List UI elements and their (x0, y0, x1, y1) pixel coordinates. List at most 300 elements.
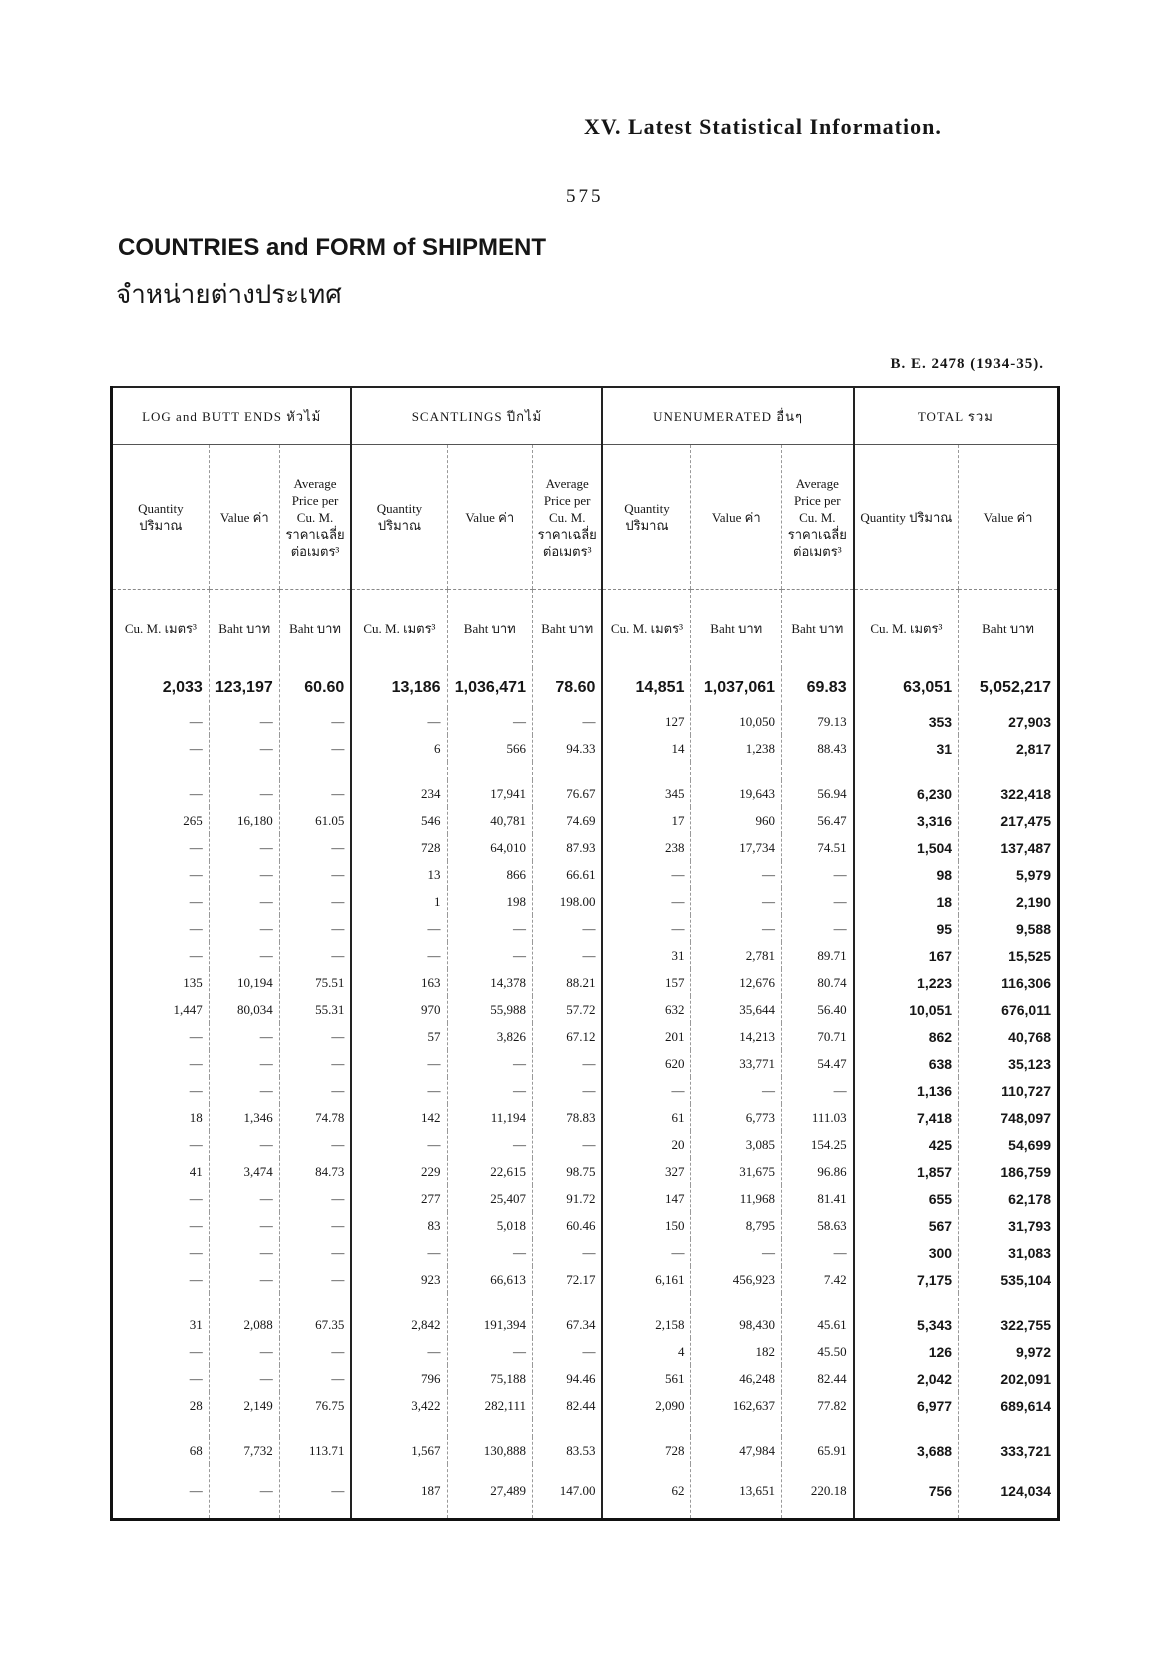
table-cell: — (602, 888, 691, 915)
table-cell: — (112, 1338, 210, 1365)
table-row (112, 735, 1059, 762)
table-cell: 31 (112, 1311, 210, 1338)
table-cell: 277 (351, 1185, 447, 1212)
table-cell: 127 (602, 708, 691, 735)
total-cell: 60.60 (279, 668, 351, 708)
table-cell: — (532, 1050, 602, 1077)
table-cell: 14,378 (447, 969, 532, 996)
table-cell: 75.51 (279, 969, 351, 996)
table-cell: 74.69 (532, 807, 602, 834)
table-cell: 57.72 (532, 996, 602, 1023)
table-cell: 72.17 (532, 1266, 602, 1293)
table-cell: 74.51 (782, 834, 854, 861)
table-cell: 91.72 (532, 1185, 602, 1212)
table-cell: 217,475 (959, 807, 1059, 834)
table-cell: — (112, 834, 210, 861)
table-cell: 87.93 (532, 834, 602, 861)
table-cell: — (112, 1050, 210, 1077)
table-cell: 113.71 (279, 1437, 351, 1464)
table-cell: — (209, 1266, 279, 1293)
table-cell: — (691, 1239, 782, 1266)
table-cell: 65.91 (782, 1437, 854, 1464)
table-cell: 4 (602, 1338, 691, 1365)
table-cell: 3,316 (854, 807, 959, 834)
header-quantity: Quantity ปริมาณ (602, 445, 691, 590)
table-cell: 75,188 (447, 1365, 532, 1392)
table-cell: 11,194 (447, 1104, 532, 1131)
table-cell: 3,422 (351, 1392, 447, 1419)
table-cell: — (279, 1077, 351, 1104)
table-cell: — (447, 1239, 532, 1266)
table-cell: 6,773 (691, 1104, 782, 1131)
table-cell: 229 (351, 1158, 447, 1185)
table-cell: 6 (351, 735, 447, 762)
table-cell: 56.94 (782, 780, 854, 807)
table-row (112, 1158, 1059, 1185)
table-cell: 1 (351, 888, 447, 915)
table-row (112, 1131, 1059, 1158)
table-cell: — (112, 1464, 210, 1520)
table-cell: — (112, 861, 210, 888)
table-cell: 35,644 (691, 996, 782, 1023)
table-cell: 74.78 (279, 1104, 351, 1131)
table-cell: 77.82 (782, 1392, 854, 1419)
table-row (112, 708, 1059, 735)
table-cell: 638 (854, 1050, 959, 1077)
table-row (112, 1338, 1059, 1365)
table-cell (691, 1419, 782, 1437)
table-cell: 18 (112, 1104, 210, 1131)
table-cell: — (209, 942, 279, 969)
table-cell: 265 (112, 807, 210, 834)
table-cell: — (209, 834, 279, 861)
table-cell: — (209, 1365, 279, 1392)
table-cell: 282,111 (447, 1392, 532, 1419)
total-cell: 123,197 (209, 668, 279, 708)
table-cell: 57 (351, 1023, 447, 1050)
table-cell: 19,643 (691, 780, 782, 807)
unit-cum: Cu. M. เมตร³ (854, 590, 959, 669)
table-cell: — (209, 861, 279, 888)
table-cell: — (279, 1185, 351, 1212)
table-cell: — (782, 1077, 854, 1104)
table-cell: — (532, 1077, 602, 1104)
table-cell: 923 (351, 1266, 447, 1293)
table-cell: — (782, 861, 854, 888)
table-cell: 238 (602, 834, 691, 861)
table-cell: — (279, 834, 351, 861)
table-cell: 54.47 (782, 1050, 854, 1077)
table-cell: 2,817 (959, 735, 1059, 762)
table-body (112, 668, 1059, 1520)
table-cell: 620 (602, 1050, 691, 1077)
table-cell: 566 (447, 735, 532, 762)
table-cell: — (279, 1239, 351, 1266)
table-cell: 425 (854, 1131, 959, 1158)
table-cell: 62,178 (959, 1185, 1059, 1212)
table-cell: 67.35 (279, 1311, 351, 1338)
table-cell: — (279, 942, 351, 969)
table-cell: 10,194 (209, 969, 279, 996)
table-cell (112, 1419, 210, 1437)
table-cell: — (112, 708, 210, 735)
table-row (112, 1464, 1059, 1520)
table-cell: 110,727 (959, 1077, 1059, 1104)
table-cell (602, 1293, 691, 1311)
table-cell: 66,613 (447, 1266, 532, 1293)
table-cell: 187 (351, 1464, 447, 1520)
table-cell: 7,175 (854, 1266, 959, 1293)
table-cell: 728 (602, 1437, 691, 1464)
table-cell: — (351, 1077, 447, 1104)
table-row (112, 807, 1059, 834)
table-cell: 33,771 (691, 1050, 782, 1077)
table-cell: 18 (854, 888, 959, 915)
table-cell: 12,676 (691, 969, 782, 996)
table-cell (112, 1293, 210, 1311)
table-cell: 1,223 (854, 969, 959, 996)
table-cell: — (279, 915, 351, 942)
table-cell: — (209, 708, 279, 735)
total-cell: 69.83 (782, 668, 854, 708)
row-spacer (112, 762, 1059, 780)
header-avg-price: Average Price per Cu. M. ราคาเฉลี่ยต่อเมตร³ (782, 445, 854, 590)
table-cell: 17,941 (447, 780, 532, 807)
table-cell: 67.34 (532, 1311, 602, 1338)
table-cell: 11,968 (691, 1185, 782, 1212)
table-cell: 94.46 (532, 1365, 602, 1392)
table-cell: 756 (854, 1464, 959, 1520)
table-cell (854, 762, 959, 780)
table-cell: 6,161 (602, 1266, 691, 1293)
table-cell: — (351, 1050, 447, 1077)
table-cell (854, 1293, 959, 1311)
table-cell: 2,158 (602, 1311, 691, 1338)
table-row (112, 942, 1059, 969)
table-cell (279, 762, 351, 780)
year-label: B. E. 2478 (1934-35). (890, 356, 1044, 372)
table-cell: — (112, 915, 210, 942)
table-cell (782, 762, 854, 780)
total-cell: 78.60 (532, 668, 602, 708)
table-cell: 3,826 (447, 1023, 532, 1050)
table-cell: — (279, 1023, 351, 1050)
table-cell: 68 (112, 1437, 210, 1464)
table-cell: 56.40 (782, 996, 854, 1023)
table-cell: — (209, 1212, 279, 1239)
table-cell: 27,489 (447, 1464, 532, 1520)
total-cell: 14,851 (602, 668, 691, 708)
table-row (112, 1392, 1059, 1419)
table-cell: — (209, 780, 279, 807)
table-cell: 22,615 (447, 1158, 532, 1185)
table-cell: — (602, 1077, 691, 1104)
totals-row (112, 668, 1059, 708)
table-cell: 20 (602, 1131, 691, 1158)
table-cell: 561 (602, 1365, 691, 1392)
table-cell: — (602, 915, 691, 942)
table-cell: 94.33 (532, 735, 602, 762)
table-cell: — (279, 1338, 351, 1365)
table-cell (691, 762, 782, 780)
page-number: 575 (566, 186, 604, 207)
header-avg-price: Average Price per Cu. M. ราคาเฉลี่ยต่อเมตร³ (279, 445, 351, 590)
table-cell: — (602, 861, 691, 888)
table-row (112, 969, 1059, 996)
table-cell: 2,190 (959, 888, 1059, 915)
table-cell: — (691, 915, 782, 942)
table-cell: 78.83 (532, 1104, 602, 1131)
table-cell: — (279, 1266, 351, 1293)
table-cell: 322,418 (959, 780, 1059, 807)
table-cell: 201 (602, 1023, 691, 1050)
table-cell: 9,588 (959, 915, 1059, 942)
total-cell: 1,037,061 (691, 668, 782, 708)
table-cell: 191,394 (447, 1311, 532, 1338)
table-cell: 748,097 (959, 1104, 1059, 1131)
table-cell: 182 (691, 1338, 782, 1365)
table-cell: — (112, 1131, 210, 1158)
header-quantity: Quantity ปริมาณ (351, 445, 447, 590)
table-cell: 2,842 (351, 1311, 447, 1338)
table-cell: 163 (351, 969, 447, 996)
table-cell: — (279, 708, 351, 735)
table-cell: 3,688 (854, 1437, 959, 1464)
table-cell: 1,857 (854, 1158, 959, 1185)
header-value: Value ค่า (959, 445, 1059, 590)
table-cell: — (532, 1338, 602, 1365)
table-cell: 2,042 (854, 1365, 959, 1392)
unit-cum: Cu. M. เมตร³ (112, 590, 210, 669)
table-cell: 58.63 (782, 1212, 854, 1239)
table-cell: 96.86 (782, 1158, 854, 1185)
table-cell: 7,418 (854, 1104, 959, 1131)
table-cell: 796 (351, 1365, 447, 1392)
table-cell: — (209, 1131, 279, 1158)
table-cell: 546 (351, 807, 447, 834)
unit-baht: Baht บาท (782, 590, 854, 669)
table-cell: 960 (691, 807, 782, 834)
table-row (112, 780, 1059, 807)
table-cell: 70.71 (782, 1023, 854, 1050)
table-cell: 46,248 (691, 1365, 782, 1392)
total-cell: 2,033 (112, 668, 210, 708)
table-cell: 1,346 (209, 1104, 279, 1131)
table-cell: 111.03 (782, 1104, 854, 1131)
table-cell: 60.46 (532, 1212, 602, 1239)
table-cell: — (112, 1212, 210, 1239)
table-cell: 137,487 (959, 834, 1059, 861)
table-cell: 55,988 (447, 996, 532, 1023)
total-cell: 1,036,471 (447, 668, 532, 708)
table-cell (854, 1419, 959, 1437)
table-cell: — (209, 1077, 279, 1104)
table-cell: 84.73 (279, 1158, 351, 1185)
table-cell: 88.43 (782, 735, 854, 762)
table-cell: 31 (854, 735, 959, 762)
table-cell: — (112, 1365, 210, 1392)
table-cell (532, 762, 602, 780)
table-cell: — (351, 1239, 447, 1266)
table-cell: — (112, 780, 210, 807)
table-cell: 79.13 (782, 708, 854, 735)
unit-cum: Cu. M. เมตร³ (602, 590, 691, 669)
table-cell: 98,430 (691, 1311, 782, 1338)
table-cell: 1,504 (854, 834, 959, 861)
table-cell (351, 1419, 447, 1437)
table-cell (447, 1293, 532, 1311)
table-cell: 10,050 (691, 708, 782, 735)
table-cell: 147.00 (532, 1464, 602, 1520)
table-cell: — (112, 888, 210, 915)
table-cell: — (691, 888, 782, 915)
group-header-logs: LOG and BUTT ENDS หัวไม้ (112, 387, 352, 445)
table-row (112, 1212, 1059, 1239)
table-cell: — (447, 1077, 532, 1104)
table-row (112, 996, 1059, 1023)
group-header-unenumerated: UNENUMERATED อื่นๆ (602, 387, 853, 445)
table-cell (782, 1419, 854, 1437)
table-cell: — (532, 1239, 602, 1266)
table-cell (279, 1293, 351, 1311)
table-cell: 6,977 (854, 1392, 959, 1419)
table-row (112, 834, 1059, 861)
table-cell: 16,180 (209, 807, 279, 834)
table-cell: 5,979 (959, 861, 1059, 888)
table-cell: — (351, 1338, 447, 1365)
unit-baht: Baht บาท (691, 590, 782, 669)
table-cell: 54,699 (959, 1131, 1059, 1158)
table-cell: — (209, 1338, 279, 1365)
table-cell: 13,651 (691, 1464, 782, 1520)
table-cell: — (209, 1239, 279, 1266)
table-cell: 632 (602, 996, 691, 1023)
unit-cum: Cu. M. เมตร³ (351, 590, 447, 669)
group-header-scantlings: SCANTLINGS ปีกไม้ (351, 387, 602, 445)
table-cell: 142 (351, 1104, 447, 1131)
table-cell: 31,083 (959, 1239, 1059, 1266)
header-quantity: Quantity ปริมาณ (854, 445, 959, 590)
table-cell: — (209, 735, 279, 762)
unit-baht: Baht บาท (279, 590, 351, 669)
table-cell: 150 (602, 1212, 691, 1239)
table-cell: 17,734 (691, 834, 782, 861)
table-cell: 7,732 (209, 1437, 279, 1464)
table-cell (602, 762, 691, 780)
table-cell: 31,793 (959, 1212, 1059, 1239)
table-cell: 6,230 (854, 780, 959, 807)
table-cell: 40,781 (447, 807, 532, 834)
table-cell: 82.44 (782, 1365, 854, 1392)
table-cell: — (209, 1464, 279, 1520)
table-cell: — (209, 888, 279, 915)
table-cell (959, 762, 1059, 780)
table-cell: — (351, 915, 447, 942)
table-row (112, 861, 1059, 888)
table-cell: — (279, 780, 351, 807)
table-cell: 3,474 (209, 1158, 279, 1185)
table-cell: 76.67 (532, 780, 602, 807)
table-cell: — (351, 1131, 447, 1158)
total-cell: 13,186 (351, 668, 447, 708)
table-cell (691, 1293, 782, 1311)
page-title-thai: จำหน่ายต่างประเทศ (116, 280, 342, 310)
table-cell: 80.74 (782, 969, 854, 996)
table-row (112, 1266, 1059, 1293)
table-cell: 17 (602, 807, 691, 834)
table-cell: 28 (112, 1392, 210, 1419)
table-cell: — (112, 1023, 210, 1050)
table-cell (209, 762, 279, 780)
table-cell: 198.00 (532, 888, 602, 915)
table-cell: 333,721 (959, 1437, 1059, 1464)
table-row (112, 1077, 1059, 1104)
table-cell: 31,675 (691, 1158, 782, 1185)
table-cell: 89.71 (782, 942, 854, 969)
table-cell: 83.53 (532, 1437, 602, 1464)
table-cell (209, 1293, 279, 1311)
table-cell: 234 (351, 780, 447, 807)
table-cell: 64,010 (447, 834, 532, 861)
table-cell: 655 (854, 1185, 959, 1212)
unit-baht: Baht บาท (447, 590, 532, 669)
table-cell: 186,759 (959, 1158, 1059, 1185)
table-cell: — (447, 915, 532, 942)
table-cell: 13 (351, 861, 447, 888)
shipment-table-container (110, 386, 1060, 1618)
table-cell: — (209, 915, 279, 942)
table-cell: 345 (602, 780, 691, 807)
table-cell: 2,090 (602, 1392, 691, 1419)
table-cell: 728 (351, 834, 447, 861)
table-cell (602, 1419, 691, 1437)
table-cell: — (279, 1050, 351, 1077)
table-row (112, 1239, 1059, 1266)
table-cell: 56.47 (782, 807, 854, 834)
table-cell (209, 1419, 279, 1437)
table-cell (532, 1293, 602, 1311)
table-cell: — (447, 1050, 532, 1077)
group-header-total: TOTAL รวม (854, 387, 1059, 445)
table-cell: 124,034 (959, 1464, 1059, 1520)
header-value: Value ค่า (209, 445, 279, 590)
table-cell: 2,149 (209, 1392, 279, 1419)
table-cell: 88.21 (532, 969, 602, 996)
table-cell: 862 (854, 1023, 959, 1050)
table-cell (959, 1419, 1059, 1437)
page-title: COUNTRIES and FORM of SHIPMENT (118, 234, 546, 261)
table-cell: 45.61 (782, 1311, 854, 1338)
table-row (112, 915, 1059, 942)
table-cell: — (532, 1131, 602, 1158)
table-cell: — (691, 861, 782, 888)
table-cell: 76.75 (279, 1392, 351, 1419)
table-cell (112, 762, 210, 780)
table-cell: 80,034 (209, 996, 279, 1023)
table-row (112, 1050, 1059, 1077)
header-avg-price: Average Price per Cu. M. ราคาเฉลี่ยต่อเมตร³ (532, 445, 602, 590)
table-cell: 130,888 (447, 1437, 532, 1464)
table-cell: 47,984 (691, 1437, 782, 1464)
table-cell: — (279, 735, 351, 762)
table-cell: 322,755 (959, 1311, 1059, 1338)
table-cell: 98.75 (532, 1158, 602, 1185)
table-cell: — (782, 915, 854, 942)
table-cell: 82.44 (532, 1392, 602, 1419)
table-cell: — (447, 942, 532, 969)
table-cell: 9,972 (959, 1338, 1059, 1365)
table-cell: 353 (854, 708, 959, 735)
